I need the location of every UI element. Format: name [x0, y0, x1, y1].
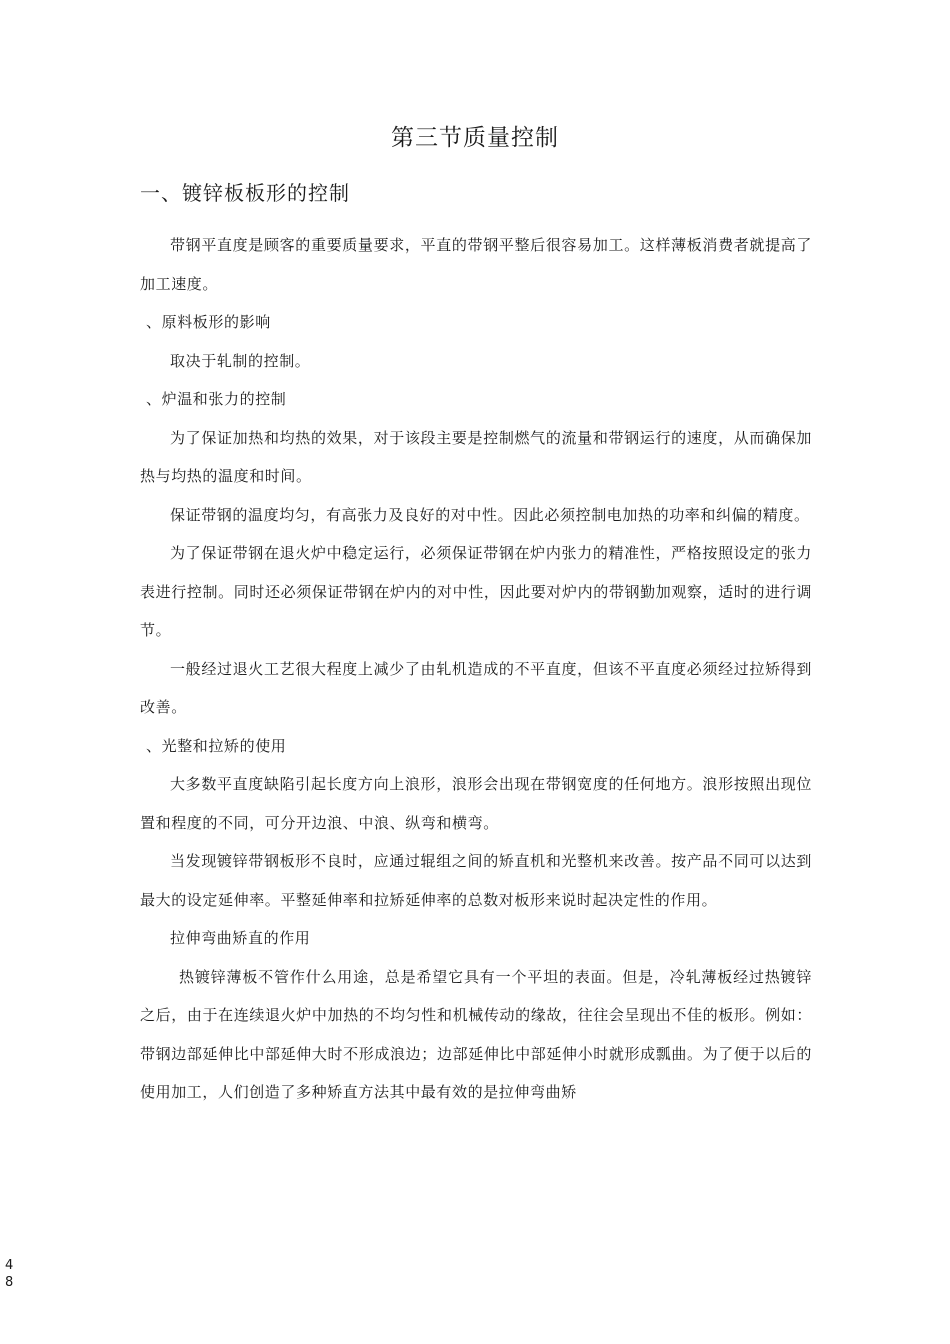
section-heading: 一、镀锌板板形的控制: [140, 181, 350, 205]
subsection-heading: 、原料板形的影响: [146, 313, 271, 331]
subsection-heading: 、光整和拉矫的使用: [146, 736, 287, 755]
paragraph: 大多数平直度缺陷引起长度方向上浪形，浪形会出现在带钢宽度的任何地方。浪形按照出现位置和程度的不同，可分开边浪、中浪、纵弯和横弯。: [140, 775, 812, 832]
paragraph: 保证带钢的温度均匀，有高张力及良好的对中性。因此必须控制电加热的功率和纠偏的精度。: [170, 505, 810, 524]
paragraph: 热镀锌薄板不管作什么用途，总是希望它具有一个平坦的表面。但是，冷轧薄板经过热镀锌之后，由于在连续退火炉中加热的不均匀性和机械传动的缘故，往往会呈现出不佳的板形。例如：带钢边部延伸比中部延伸大时不形成浪边；边部延伸比中部延伸小时就形成瓢曲。为了便于以后的使用加工，人们创造了多种矫直方法其中最有效的是拉伸弯曲矫: [140, 967, 812, 1101]
paragraph: 当发现镀锌带钢板形不良时，应通过辊组之间的矫直机和光整机来改善。按产品不同可以达到最大的设定延伸率。平整延伸率和拉矫延伸率的总数对板形来说时起决定性的作用。: [140, 852, 812, 909]
subsection-heading: 拉伸弯曲矫直的作用: [170, 929, 311, 947]
paragraph: 为了保证加热和均热的效果，对于该段主要是控制燃气的流量和带钢运行的速度，从而确保加热与均热的温度和时间。: [140, 428, 812, 485]
subsection-heading: 、炉温和张力的控制: [146, 390, 287, 408]
paragraph: 带钢平直度是顾客的重要质量要求，平直的带钢平整后很容易加工。这样薄板消费者就提高了加工速度。: [140, 236, 812, 293]
page-number: 48: [5, 1258, 14, 1290]
body-text: [140, 226, 812, 1112]
paragraph: 一般经过退火工艺很大程度上减少了由轧机造成的不平直度，但该不平直度必须经过拉矫得到改善。: [140, 659, 812, 716]
paragraph: 为了保证带钢在退火炉中稳定运行，必须保证带钢在炉内张力的精准性，严格按照设定的张力表进行控制。同时还必须保证带钢在炉内的对中性，因此要对炉内的带钢勤加观察，适时的进行调节。: [140, 544, 812, 639]
paragraph: 取决于轧制的控制。: [170, 351, 311, 370]
page-title: 第三节质量控制: [391, 125, 559, 151]
